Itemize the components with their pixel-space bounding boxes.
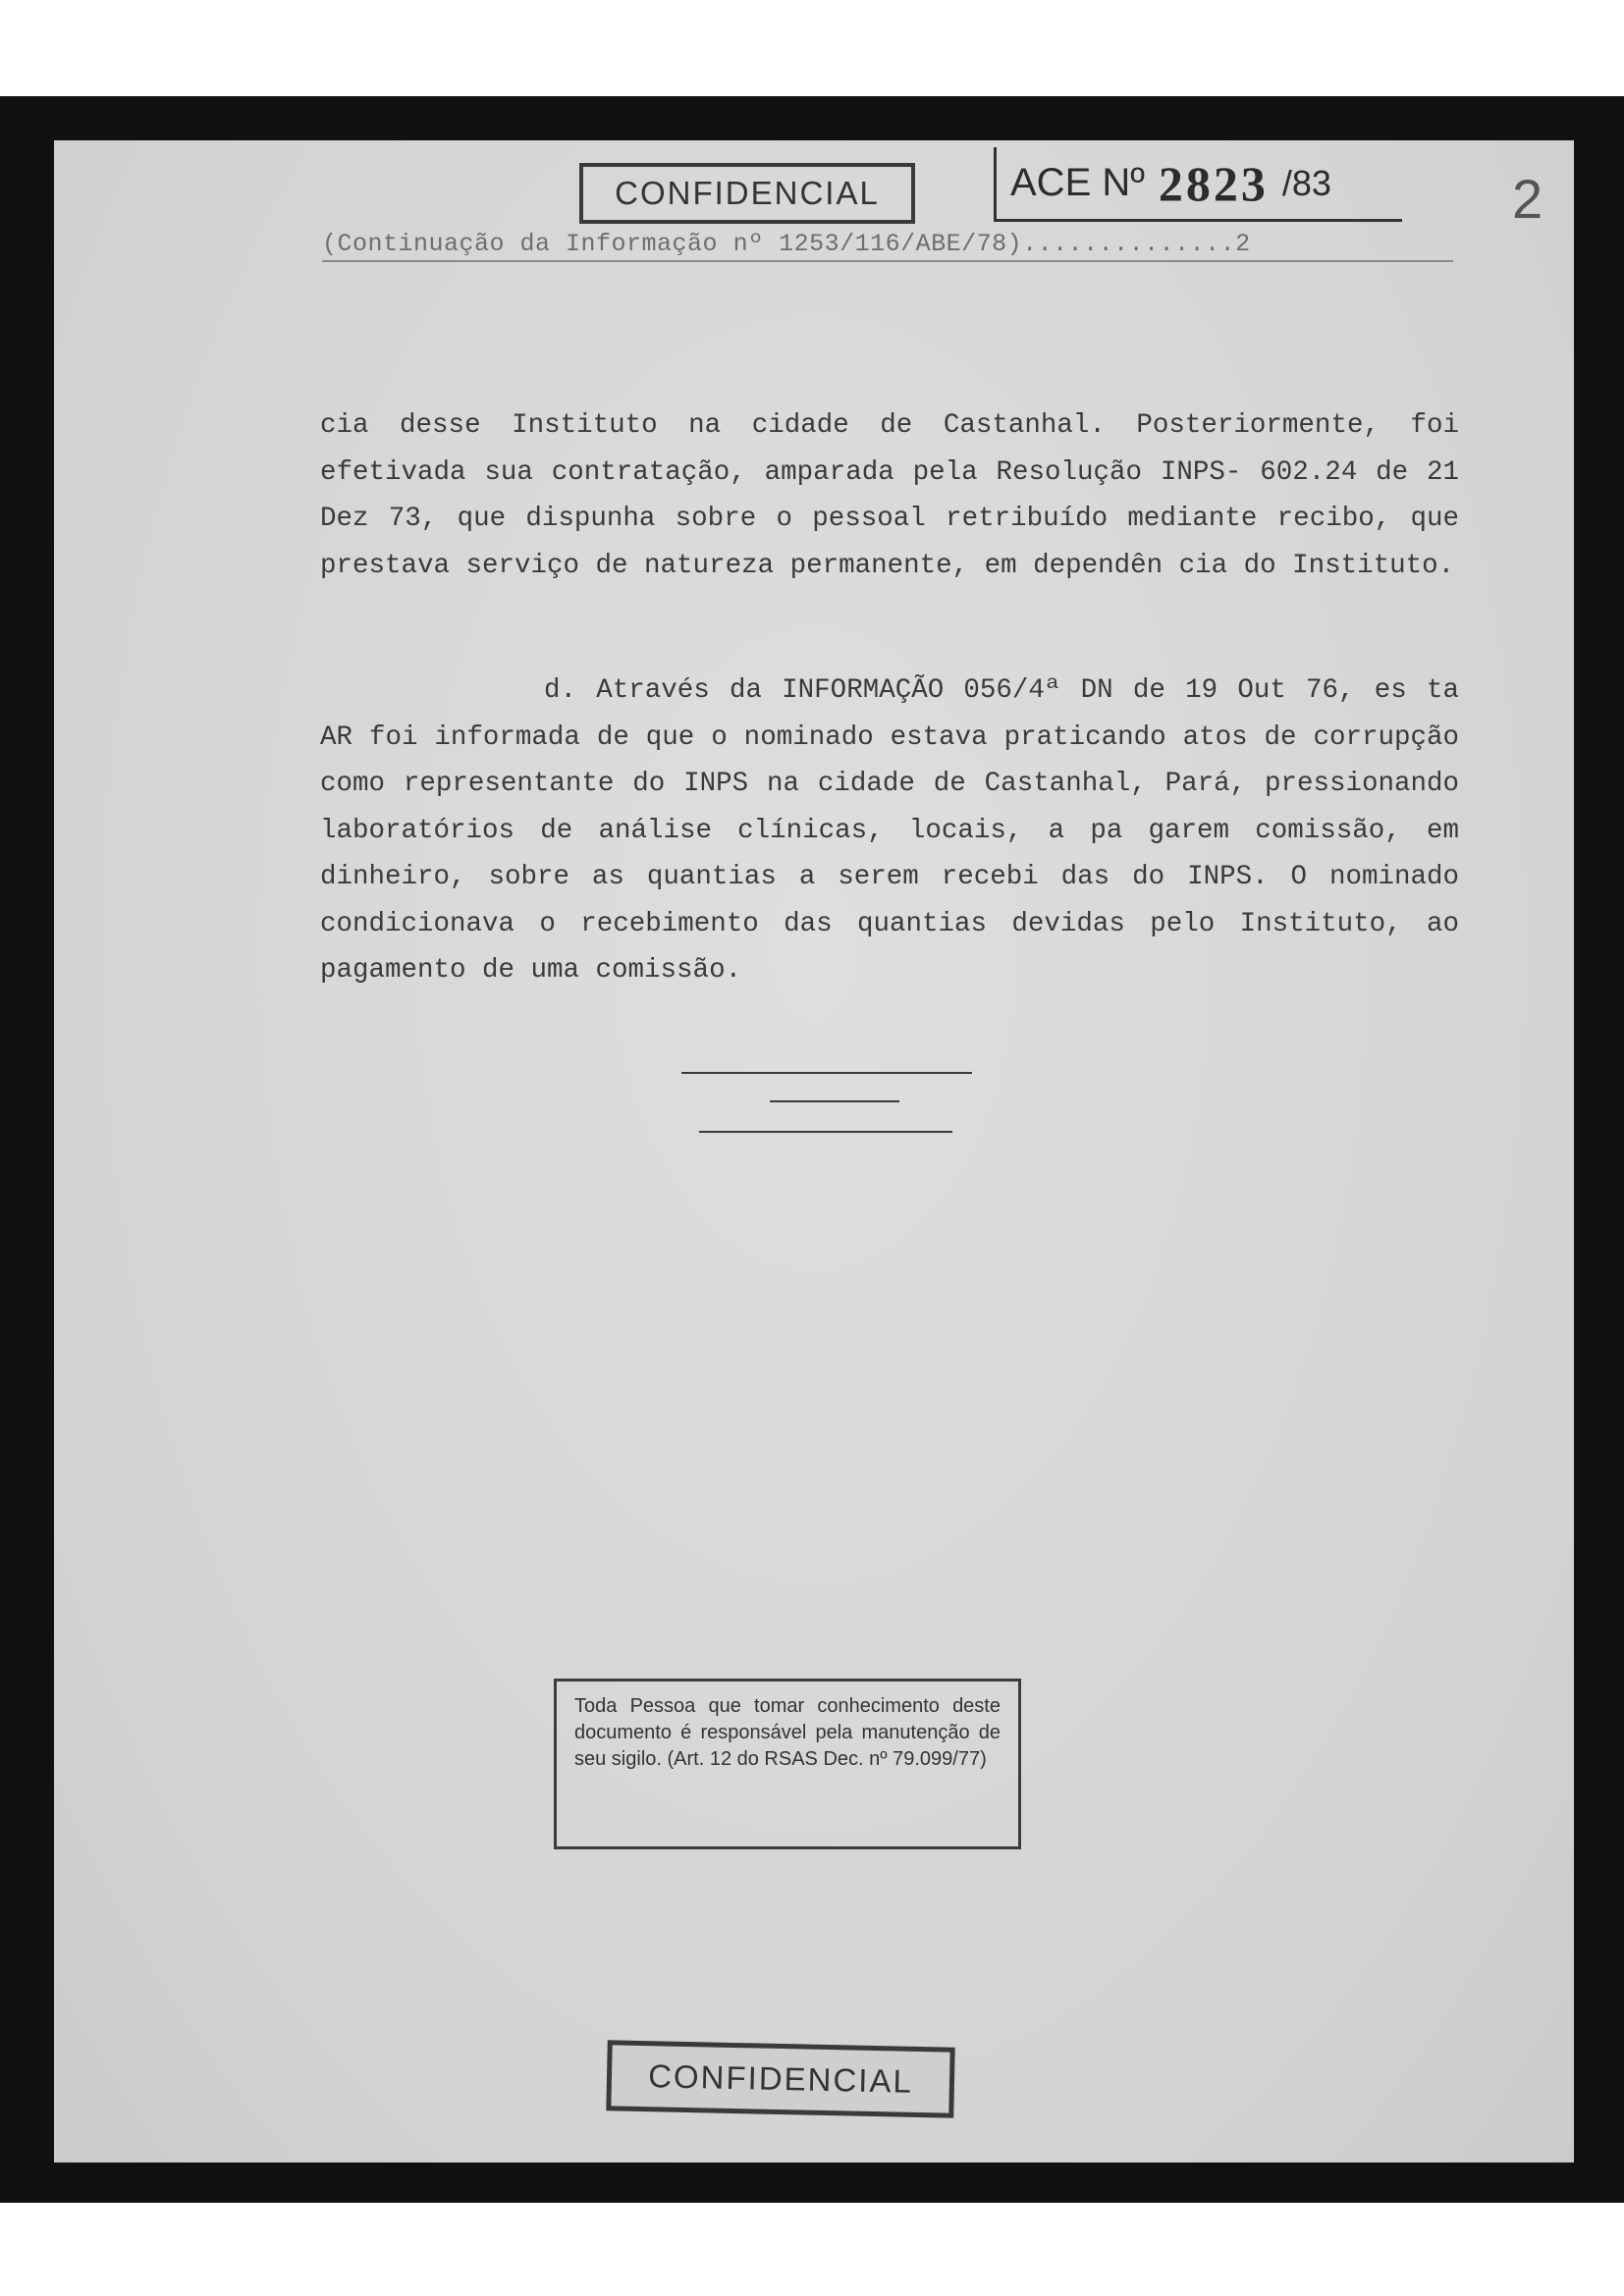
paragraph-c-continued: cia desse Instituto na cidade de Castanhal. Posteriormente, foi efetivada sua contratação, amparada pela Resolução INPS- 602.24 de 21 Dez 73, que dispunha sobre o pessoal retribuído mediante recibo, que prestava serviço de natureza permanente, em dependên cia do Instituto. <box>320 410 1459 581</box>
confidentiality-notice: Toda Pessoa que tomar conhecimento deste documento é responsável pela manutenção de seu sigilo. (Art. 12 do RSAS Dec. nº 79.099/77) <box>554 1679 1021 1849</box>
ace-number-stamp <box>994 147 1402 222</box>
page-number-handwritten: 2 <box>1512 168 1543 230</box>
confidential-stamp-top: CONFIDENCIAL <box>579 163 915 224</box>
continuation-header: (Continuação da Informação nº 1253/116/ABE/78)..............2 <box>322 230 1453 262</box>
ace-label: ACE Nº <box>1010 161 1145 204</box>
paragraph-d: d. Através da INFORMAÇÃO 056/4ª DN de 19 Out 76, es ta AR foi informada de que o nominado estava praticando atos de corrupção como representante do INPS na cidade de Castanhal, Pará, pressionando laboratórios de análise clínicas, locais, a pa garem comissão, em dinheiro, sobre as quantias a serem recebi das do INPS. O nominado condicionava o recebimento das quantias devidas pelo Instituto, ao pagamento de uma comissão. <box>320 675 1459 986</box>
ace-year: /83 <box>1281 162 1331 203</box>
end-separator-line-3 <box>699 1131 952 1133</box>
end-separator-line-2 <box>770 1100 899 1102</box>
end-separator-line-1 <box>681 1072 972 1074</box>
confidential-stamp-bottom: CONFIDENCIAL <box>606 2040 954 2117</box>
ace-number: 2823 <box>1158 155 1269 211</box>
